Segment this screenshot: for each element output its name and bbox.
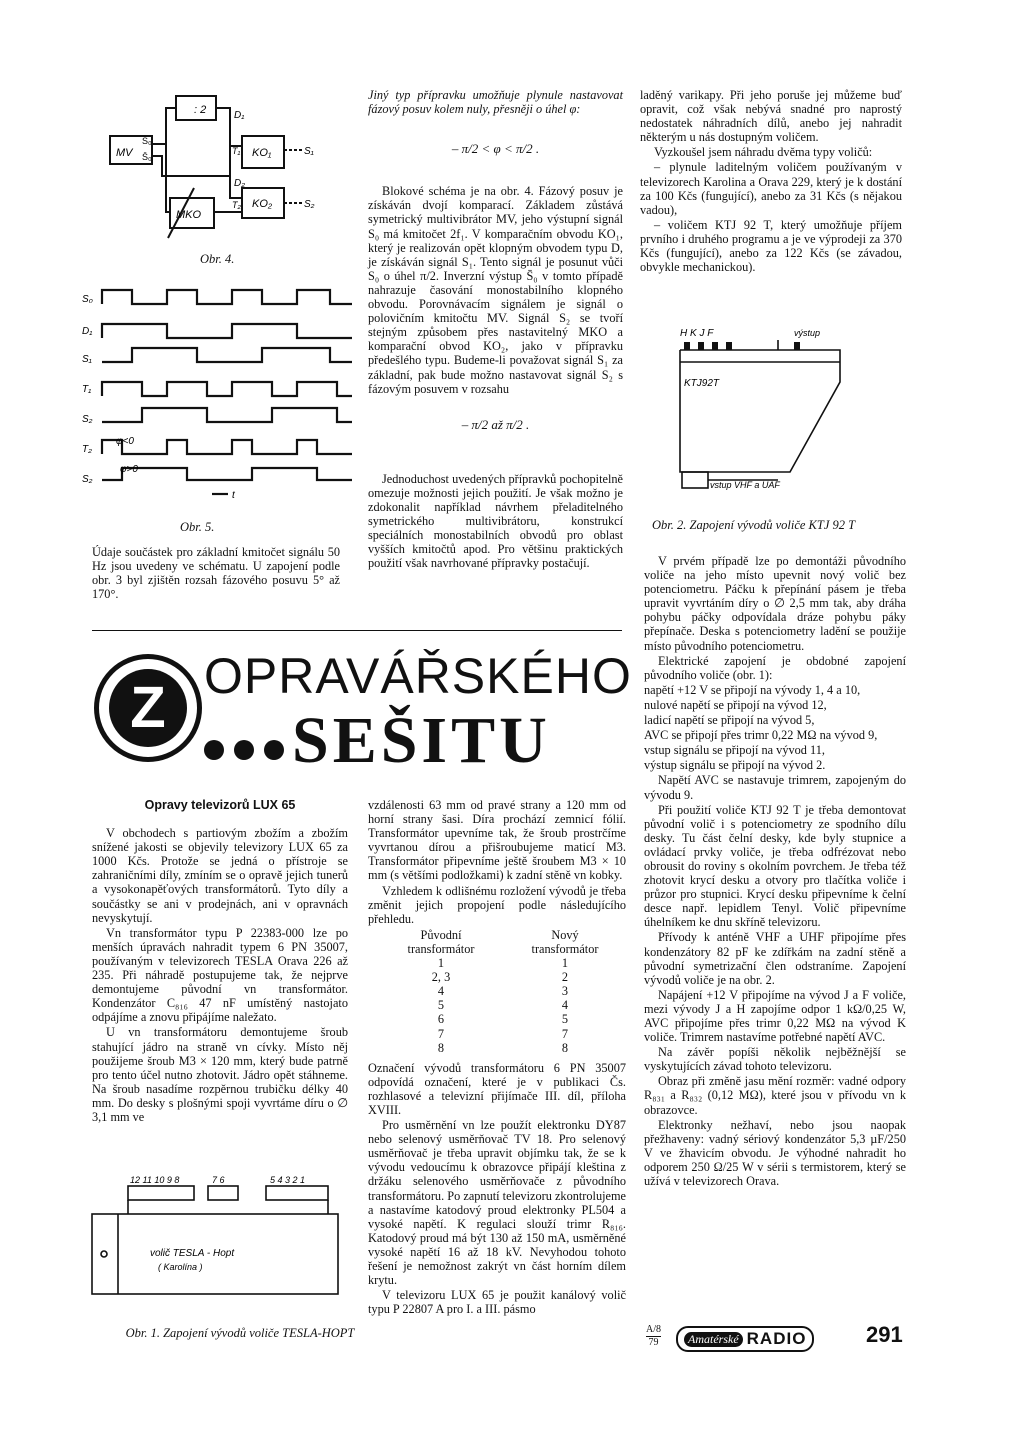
fig2-pins: H K J F: [680, 328, 714, 339]
right-bottom-p14: Obraz při změně jasu mění rozměr: vadné odpory R₈₃₁ a R₈₃₂ (0,12 MΩ), které jsou v přívodu vn k obrazovce.: [644, 1074, 906, 1117]
fig1-pins-b: 7 6: [212, 1175, 225, 1185]
heading-dots: [204, 740, 284, 765]
right-bottom-p11: Přívody k anténě VHF a UHF připojíme přes kondenzátory 82 pF ke zdířkám na zadní stěně a původní symetrizační člen odstraníme. Zapojení vývodů voliče je na obr. 2.: [644, 930, 906, 987]
fig5-row-3: T₁: [82, 384, 92, 395]
issue-number: [646, 1324, 661, 1349]
right-bottom-p13: Na závěr popíši několik nejběžnější se vyskytujících závad tohoto televizoru.: [644, 1045, 906, 1074]
article-title: Opravy televizorů LUX 65: [144, 798, 296, 812]
formula-shift-range: – π/2 až π/2 .: [461, 416, 530, 432]
table-cell: 3: [561, 984, 569, 999]
magazine-logo: [676, 1326, 814, 1352]
right-bottom-p3: napětí +12 V se připojí na vývody 1, 4 a 10,: [644, 682, 861, 697]
fig5-row-4: S₂: [82, 414, 93, 425]
fig5-row-0: S₀: [82, 294, 93, 305]
left-bottom-p1: V obchodech s partiovým zbožím a zbožím snížené jakosti se objevily televizory LUX 65 za 1000 Kčs. Protože se jedná o přístroje se zahraničními díly, zmíním se o opravě jejich tunerů a vysokonapěťových transformátorů. Tyto díly a součástky se ani v prodejnách, ani v opravnách nevyskytují.: [92, 826, 348, 925]
table-cell: 2, 3: [431, 970, 451, 985]
right-bottom-p12: Napájení +12 V připojíme na vývod J a F voliče, mezi vývody J a H zapojíme odpor 1 kΩ/0,25 W, AVC připojíme přes trimr 0,22 MΩ na vývod K voliče. Trimrem nastavíme potřebné napětí AVC.: [644, 987, 906, 1045]
issue-bottom: 79: [648, 1337, 659, 1348]
fig4-label-s0: S₀: [142, 136, 152, 146]
fig4-label-d1: D₁: [234, 110, 245, 121]
table-cell: 4: [437, 984, 445, 999]
fig5-timing-diagram: [82, 282, 372, 504]
fig5-t-axis: t: [232, 490, 235, 501]
pin-mapping-table: [396, 928, 610, 1055]
table-row: [396, 956, 610, 970]
mid-bottom-p3: Označení vývodů transformátoru 6 PN 35007 odpovídá označení, které je v publikaci Čs. rozhlasové a televizní přijímače III. díl, příloha XVIII.: [368, 1060, 626, 1117]
left-top-text: [92, 545, 340, 602]
mid-top-p1: Jiný typ přípravku umožňuje plynule nastavovat fázový posuv kolem nuly, přesněji o úhel φ:: [368, 88, 623, 117]
fig4-label-ko1: KO₁: [252, 147, 272, 159]
left-divider: [92, 630, 622, 631]
page-number: 291: [866, 1322, 903, 1347]
right-top-column: [640, 88, 902, 275]
table-head-old: Původní transformátor: [407, 927, 475, 956]
right-bottom-column: [644, 554, 906, 1189]
table-cell: 1: [437, 956, 445, 971]
heading-logo: [94, 654, 202, 762]
table-row: [396, 998, 610, 1012]
fig4-label-mv: MV: [116, 147, 133, 159]
right-bottom-p2: Elektrické zapojení je obdobné zapojení původního voliče (obr. 1):: [644, 653, 906, 682]
fig5-row-1: D₁: [82, 326, 93, 337]
fig2-caption: Obr. 2. Zapojení vývodů voliče KTJ 92 T: [652, 518, 856, 532]
right-top-p1: laděný varikapy. Při jeho poruše jej můžeme buď opravit, což však nebývá snadné pro naprostý nedostatek náhradních dílů, anebo jej nahradit některým u nás dostupným voličem.: [640, 88, 902, 145]
heading-line1: OPRAVÁŘSKÉHO: [204, 648, 632, 704]
footer-masthead: [646, 1322, 946, 1358]
section-heading: [92, 640, 632, 780]
fig5-phi-pos: φ>0: [120, 464, 138, 475]
right-top-p2: Vyzkoušel jsem náhradu dvěma typy voličů:: [654, 145, 873, 160]
mid-bottom-column: [368, 798, 626, 1317]
table-cell: 6: [437, 1012, 445, 1027]
fig2-device: KTJ92T: [684, 378, 720, 389]
formula-phi-range: – π/2 < φ < π/2 .: [451, 141, 540, 157]
right-bottom-p9: Napětí AVC se nastavuje trimrem, zapojeným do vývodu 9.: [644, 773, 906, 802]
fig4-label-t2: T₂: [232, 200, 241, 210]
table-row: [396, 1012, 610, 1026]
mid-bottom-p4: Pro usměrnění vn lze použít elektronku DY87 nebo selenový usměrňovač TV 18. Pro selenový usměrňovač je třeba upravit objímku tak, že se k vývodu vedoucímu k obrazovce připájí kleština z držáku selenového usměrňovače z původního transformátoru. Po zapnutí televizoru zkontrolujeme a nastavíme katodový proud elektronky PL504 a vysoké napětí. K regulaci slouží trimr R₈₁₆. Katodový proud má být 130 až 150 mA, usměrněné vysoké napětí 16 až 18 kV. Nevyhodou tohoto řešení je nemožnost zakrýt vn část horním dílem krytu.: [368, 1118, 626, 1288]
table-cell: 7: [561, 1026, 569, 1041]
mid-bottom-p5: V televizoru LUX 65 je použit kanálový volič typu P 22807 A pro I. a III. pásmo: [368, 1288, 626, 1317]
fig1-label: volič TESLA - Hopt: [150, 1248, 235, 1259]
right-bottom-p4: nulové napětí se připojí na vývod 12,: [644, 697, 827, 712]
fig4-block-diagram: [106, 88, 336, 248]
mid-top-column: [368, 88, 623, 571]
table-cell: 8: [437, 1040, 445, 1055]
right-top-p3: – plynule laditelným voličem používaným v televizorech Karolina a Orava 229, který je k dostání za 100 Kčs (fungující), anebo za 31 Kčs (s nějakou vadou),: [640, 160, 902, 217]
fig4-label-s0b: S̄₀: [142, 152, 152, 162]
fig2-vystup: výstup: [794, 328, 821, 338]
fig1-pins-c: 5 4 3 2 1: [270, 1175, 306, 1185]
table-cell: 4: [561, 998, 569, 1013]
mid-bottom-p2: Vzhledem k odlišnému rozložení vývodů je třeba změnit jejich propojení podle následujícího přehledu.: [368, 883, 626, 926]
right-top-p4: – voličem KTJ 92 T, který umožňuje příjem prvního i druhého programu a je ve výprodeji za 370 Kčs (fungující), anebo za 122 Kčs (se závadou, obvykle mechanickou).: [640, 217, 902, 275]
fig2-vhf: vstup VHF a UAF: [710, 480, 780, 490]
fig4-label-out1: S₁: [304, 146, 314, 157]
fig5-phi-zero: φ<0: [116, 436, 134, 447]
fig4-label-div2: : 2: [194, 104, 207, 116]
table-cell: 8: [561, 1040, 569, 1055]
table-row: [396, 1027, 610, 1041]
left-bottom-p3: U vn transformátoru demontujeme šroub stahující jádro na straně vn cívky. Místo něj použijeme šroub M3 × 120 mm, který bude patrně pro tento účel nutno zhotovit. Jádro opět stáhneme. Na šroub nasadíme rozpěrnou trubičku délky 40 mm. Do desky s plošnými spoji vyvrtáme díru o ∅ 3,1 mm ve: [92, 1025, 348, 1124]
fig1-caption: Obr. 1. Zapojení vývodů voliče TESLA-HOPT: [125, 1326, 355, 1340]
heading-logo-letter: Z: [130, 675, 166, 740]
left-bottom-p2: Vn transformátor typu P 22383-000 lze po menších úpravách nahradit typem 6 PN 35007, používaným v televizorech TESLA Orava 226 až 235. Při náhradě postupujeme tak, že nejprve demontujeme původní vn transformátor. Kondenzátor C₈₁₆ 47 nF umístěný nastojato odpájíme a znovu připájíme naležato.: [92, 925, 348, 1025]
table-row: [396, 970, 610, 984]
mid-bottom-p1: vzdálenosti 63 mm od pravé strany a 120 mm od horní strany šasi. Díra prochází zemnicí fólií. Transformátor upevníme tak, že šroub prostrčíme vyvrtanou dírou a přišroubujeme maticí M3. Transformátor připevníme ještě šroubem M3 × 10 mm (s většími podložkami) k zadní stěně vn kobky.: [368, 798, 626, 883]
fig1-sublabel: ( Karolína ): [158, 1262, 203, 1272]
table-head: [396, 928, 610, 956]
left-top-paragraph: Údaje součástek pro základní kmitočet signálu 50 Hz jsou uvedeny ve schématu. U zapojení podle obr. 3 byl zjištěn rozsah fázového posuvu 5° až 170°.: [92, 545, 340, 602]
fig5-caption: Obr. 5.: [180, 520, 215, 534]
fig5-row-5: T₂: [82, 444, 92, 455]
fig4-label-out2: S₂: [304, 199, 315, 210]
fig4-label-d2: D₂: [234, 178, 246, 189]
table-cell: 7: [437, 1026, 445, 1041]
right-bottom-p10: Při použití voliče KTJ 92 T je třeba demontovat původní volič i s potenciometry ze spodního dílu desky. Tu část čelní desky, kde byly stupnice a ovládací prvky voliče, je třeba odfrézovat nebo obrousit do roviny s okolním povrchem. Je třeba též zhotovit krycí desku a otvory pro tlačítka voliče i průzor pro stupnici. Krycí desku připevníme k čelní desce např. lepidlem Tenyl. Volič připevníme úhelníkem ke dnu skříně televizoru.: [644, 802, 906, 930]
fig1-tesla-hopt-drawing: [88, 1172, 350, 1308]
issue-top: A/8: [646, 1324, 661, 1335]
fig4-caption: Obr. 4.: [200, 252, 235, 266]
table-row: [396, 984, 610, 998]
mid-top-p2: Blokové schéma je na obr. 4. Fázový posuv je získáván dvojí komparací. Základem zůstává symetrický multivibrátor MV, jeho výstupní signál S₀ má kmitočet 2f₁. V komparačním obvodu KO₁, který je realizován opět klopným obvodem typu D, je získáván signál S₁. Tento signál je posunut vůči S₀ o úhel π/2. Inverzní výstup S̄₀ v tomto případě nahrazuje časování monostabilního klopného obvodu. Porovnávacím signálem je signál o polovičním kmitočtu MV. Signál S₂ se tvoří stejným způsobem přes nastavitelný MKO a komparační obvod KO₂, jako v přípravku předešlého typu. Budeme-li považovat signál S₁ za základní, pak bude možno nastavovat signál S₂ s fázovým posuvem v rozsahu: [368, 184, 623, 396]
table-cell: 1: [561, 956, 569, 971]
fig1-pins-a: 12 11 10 9 8: [130, 1175, 180, 1185]
left-bottom-column: [92, 798, 348, 1125]
fig5-row-2: S₁: [82, 354, 92, 365]
right-bottom-p5: ladicí napětí se připojí na vývod 5,: [644, 713, 815, 728]
heading-logo-inner: [109, 669, 187, 747]
fig5-row-6: S₂: [82, 474, 93, 485]
mid-top-p3: Jednoduchost uvedených přípravků pochopitelně omezuje možnosti jejich použití. Je však možno je zdokonalit například návrhem přeladitelného symetrického multivibrátoru, konstrukcí speciálních monostabilních obvodů pro oblast vyšších kmitočtů apod. Pro většinu praktických použití však navrhované přípravky postačují.: [368, 471, 623, 571]
table-head-new: Nový transformátor: [531, 927, 599, 956]
table-cell: 5: [437, 998, 445, 1013]
table-row: [396, 1041, 610, 1055]
right-bottom-p8: výstup signálu se připojí na vývod 2.: [644, 758, 826, 773]
fig4-label-ko2: KO₂: [252, 198, 273, 210]
table-cell: 2: [561, 970, 569, 985]
fig4-label-t1: T₁: [232, 146, 241, 156]
right-bottom-p1: V prvém případě lze po demontáži původního voliče na jeho místo upevnit nový volič bez potenciometru. Páčku k přepínání pásem je třeba upravit vyvrtáním díry o ∅ 2,5 mm tak, aby dráha pohybu páčky odpovídala dráze pohybu páky přepínače. Deska s potenciometry ladění se použije místo původního potenciometru.: [644, 554, 906, 653]
right-bottom-p15: Elektronky nežhaví, nebo jsou naopak přežhaveny: vadný sériový kondenzátor 5,3 µF/250 V ve žhavicím obvodu. Je výhodné nahradit ho odporem 250 Ω/25 W v sérii s termistorem, který se užívá v televizorech Orava.: [644, 1117, 906, 1189]
fig2-ktj92t-drawing: [660, 322, 870, 512]
table-cell: 5: [561, 1012, 569, 1027]
right-bottom-p6: AVC se připojí přes trimr 0,22 MΩ na vývod 9,: [644, 728, 878, 743]
magazine-logo-a: Amatérské: [684, 1332, 743, 1347]
fig4-label-mko: MKO: [176, 209, 202, 221]
heading-line2: SEŠITU: [292, 704, 551, 777]
magazine-logo-b: RADIO: [746, 1329, 807, 1348]
right-bottom-p7: vstup signálu se připojí na vývod 11,: [644, 743, 825, 758]
